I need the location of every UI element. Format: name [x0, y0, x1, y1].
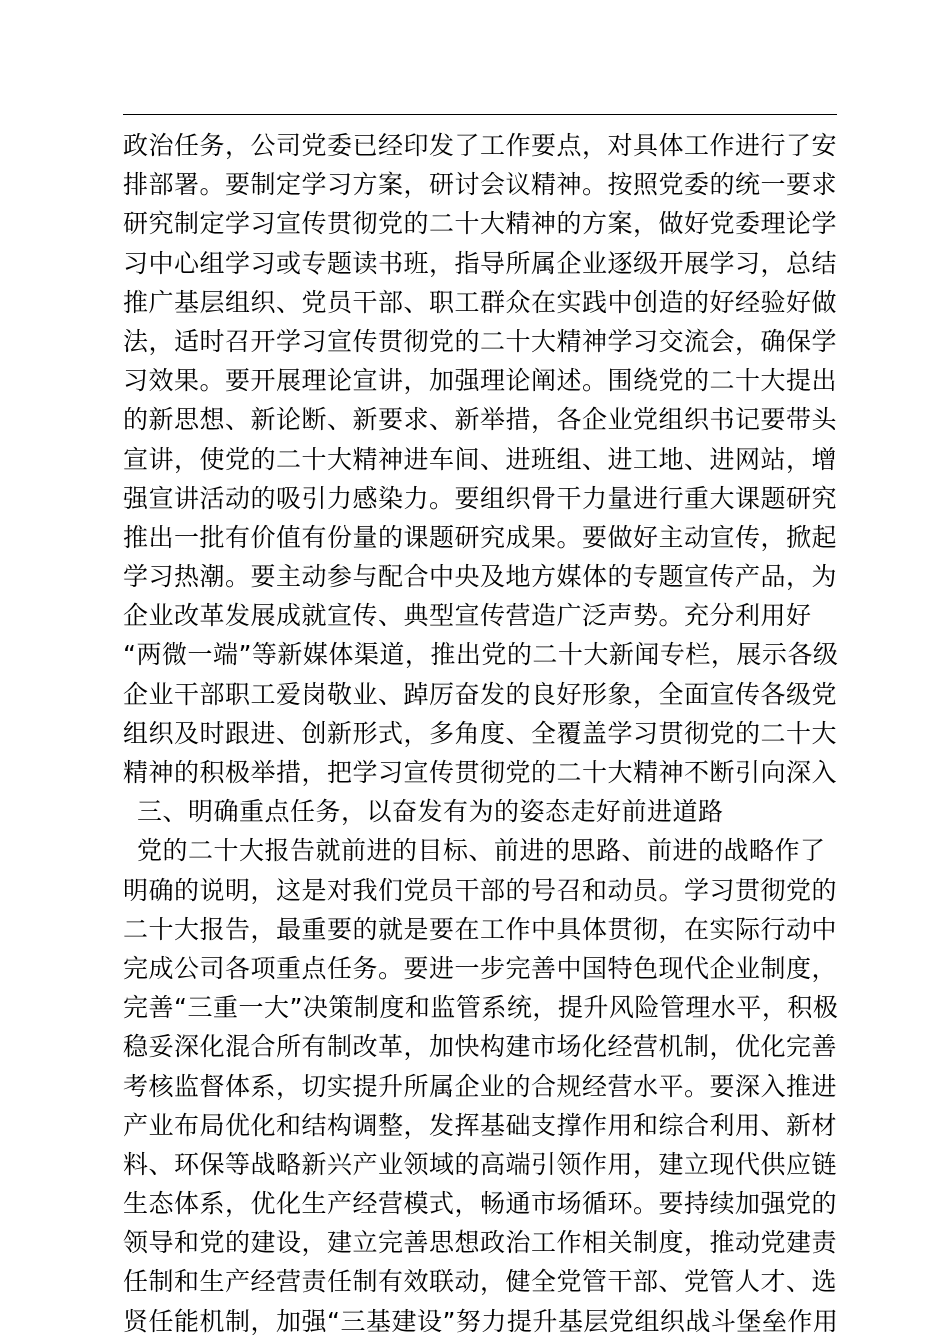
header-rule	[123, 114, 837, 115]
text-line: 企业干部职工爱岗敬业、踔厉奋发的良好形象，全面宣传各级党	[123, 679, 838, 709]
text-line: 任制和生产经营责任制有效联动，健全党管干部、党管人才、选	[123, 1267, 838, 1297]
text-line: 明确的说明，这是对我们党员干部的号召和动员。学习贯彻党的	[123, 875, 838, 905]
text-line: 法，适时召开学习宣传贯彻党的二十大精神学习交流会，确保学	[123, 326, 838, 356]
text-line: 组织及时跟进、创新形式，多角度、全覆盖学习贯彻党的二十大	[123, 718, 838, 748]
text-line: 二十大报告，最重要的就是要在工作中具体贯彻，在实际行动中	[123, 914, 838, 944]
text-line: 政治任务，公司党委已经印发了工作要点，对具体工作进行了安	[123, 131, 838, 160]
text-line: 学习热潮。要主动参与配合中央及地方媒体的专题宣传产品，为	[123, 562, 838, 592]
text-line: 推出一批有价值有份量的课题研究成果。要做好主动宣传，掀起	[123, 522, 838, 552]
text-line: “两微一端”等新媒体渠道，推出党的二十大新闻专栏，展示各级	[123, 640, 839, 670]
section-heading: 三、明确重点任务，以奋发有为的姿态走好前进道路	[137, 797, 724, 827]
text-line: 完善“三重一大”决策制度和监管系统，提升风险管理水平，积极	[123, 993, 839, 1023]
paragraph-first-line: 党的二十大报告就前进的目标、前进的思路、前进的战略作了	[137, 836, 826, 866]
text-line: 生态体系，优化生产经营模式，畅通市场循环。要持续加强党的	[123, 1189, 838, 1219]
text-line: 领导和党的建设，建立完善思想政治工作相关制度，推动党建责	[123, 1228, 838, 1258]
text-line: 考核监督体系，切实提升所属企业的合规经营水平。要深入推进	[123, 1071, 838, 1101]
text-line: 排部署。要制定学习方案，研讨会议精神。按照党委的统一要求	[123, 170, 838, 200]
body-text	[123, 126, 853, 1341]
text-line: 完成公司各项重点任务。要进一步完善中国特色现代企业制度，	[123, 953, 838, 983]
text-line: 精神的积极举措，把学习宣传贯彻党的二十大精神不断引向深入	[123, 758, 838, 787]
text-line: 的新思想、新论断、新要求、新举措，各企业党组织书记要带头	[123, 405, 838, 435]
text-line: 研究制定学习宣传贯彻党的二十大精神的方案，做好党委理论学	[123, 209, 838, 239]
text-line: 推广基层组织、党员干部、职工群众在实践中创造的好经验好做	[123, 287, 838, 317]
text-line: 稳妥深化混合所有制改革，加快构建市场化经营机制，优化完善	[123, 1032, 838, 1062]
text-line: 宣讲，使党的二十大精神进车间、进班组、进工地、进网站，增	[123, 444, 838, 474]
text-line: 强宣讲活动的吸引力感染力。要组织骨干力量进行重大课题研究	[123, 483, 838, 513]
text-line: 习中心组学习或专题读书班，指导所属企业逐级开展学习，总结	[123, 248, 838, 278]
text-line: 产业布局优化和结构调整，发挥基础支撑作用和综合利用、新材	[123, 1110, 838, 1140]
text-line: 企业改革发展成就宣传、典型宣传营造广泛声势。充分利用好	[123, 601, 812, 631]
text-line: 料、环保等战略新兴产业领域的高端引领作用，建立现代供应链	[123, 1149, 838, 1179]
text-line: 习效果。要开展理论宣讲，加强理论阐述。围绕党的二十大提出	[123, 366, 838, 396]
text-line: 贤任能机制，加强“三基建设”努力提升基层党组织战斗堡垒作用	[123, 1306, 839, 1336]
